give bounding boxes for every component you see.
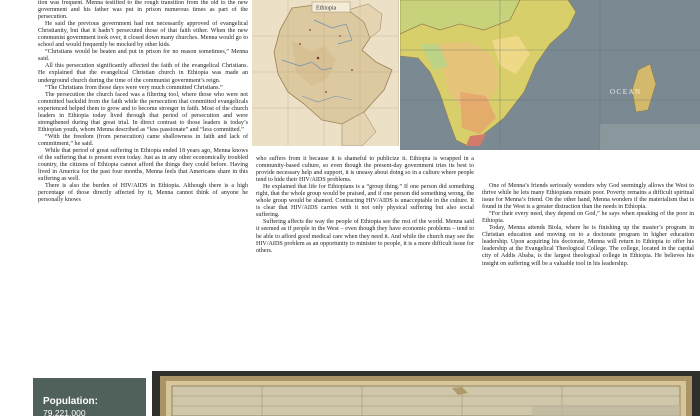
paragraph: who suffers from it because it is shameful to publicize it. Ethiopia is wrapped in a community-based culture, so even though the present-day government tries its best to provide necessary help and support, it is uneasy about doing so in a culture where people tend to hide their HIV/AIDS problems.	[256, 156, 474, 184]
paragraph: He said the previous government had not necessarily approved of evangelical Christianity, but that it hadn’t persecuted those of that faith either. When the new communist government took over, it closed down many churches. Menna would go to school and would frequently be mocked by other kids.	[38, 21, 248, 49]
africa-map	[400, 0, 700, 150]
ethiopia-map-graphic	[252, 0, 398, 146]
ethiopia-map-title: Ethiopia	[316, 5, 337, 12]
paragraph: “For their every need, they depend on God,” he says when speaking of the poor in Ethiopia.	[482, 211, 694, 225]
antique-map-graphic	[152, 371, 700, 416]
paragraph: Suffering affects the way the people of Ethiopia see the rest of the world. Menna said it seemed as if people in the West – even though they have economic problems – tend to be able to afford good medical care when they need it. And while the church may see the HIV/AIDS problem as an opportunity to minister to people, it is a more difficult issue for others.	[256, 219, 474, 254]
paragraph: “The Christians from those days were very much committed Christians.”	[45, 84, 223, 91]
paragraph: All this persecution significantly affected the faith of the evangelical Christians. He explained that the evangelical Christian church in Ethiopia was made an underground church during the time of the communist government’s reign.	[38, 63, 248, 84]
paragraph: Today, Menna attends Biola, where he is finishing up the master’s program in Christian education and moving on to a doctorate program in higher education leadership. Upon acquiring his doctorate, Menna will return to Ethiopia to offer his leadership at the Evangelical Theological College. The college, located in the capital city of Addis Ababa, is the largest theological college in Ethiopia. He believes his insight on suffering will be a valuable tool in his leadership.	[482, 225, 694, 267]
paragraph: He explained that life for Ethiopians is a “group thing.” If one person did something right, that the whole group would be praised, and if one person did something wrong, the whole group would be shamed. Contracting HIV/AIDS is unacceptable in the culture. It is clear that HIV/AIDS carries with it not only physical suffering but also social suffering.	[256, 184, 474, 219]
paragraph: One of Menna’s friends seriously wonders why God seemingly allows the West to thrive while he lets many Ethiopians remain poor. Poverty remains a difficult spiritual issue for Menna’s friend. On the other hand, Menna wonders if the materialism that is found in the West is a greater distraction than the needs in Ethiopia.	[482, 183, 694, 211]
article-column-2	[256, 156, 474, 255]
article-column-1	[38, 0, 248, 204]
ethiopia-map	[252, 0, 399, 146]
africa-map-ocean-label: OCEAN	[610, 88, 642, 96]
paragraph: tion was frequent. Menna testified to the rough transition from the old to the new government and his father was put in prison numerous times as part of the persecution.	[38, 0, 248, 21]
paragraph: “With the freedom (from persecution) came shallowness in faith and lack of commitment,” he said.	[38, 133, 248, 147]
antique-world-map	[152, 371, 700, 416]
paragraph: There is also the burden of HIV/AIDS in Ethiopia. Although there is a high percentage of those directly affected by it, Menna cannot think of anyone he personally knows	[38, 183, 248, 204]
population-label: Population:	[43, 396, 98, 407]
article-column-3	[482, 183, 694, 268]
paragraph: “Christians would be beaten and put in prison for no reason sometimes,” Menna said.	[38, 49, 248, 63]
africa-map-graphic	[400, 0, 700, 150]
paragraph: The persecution the church faced was a filtering tool, where those who were not committed backslid from the faith while the persecution that committed evangelicals experienced helped them to grow and to become stronger in faith. Most of the church leaders in Ethiopia today lived through that period of persecution and were strengthened during that great trial. In direct contrast to those leaders is today’s Ethiopian youth, whom Menna described as “less passionate” and “less committed.”	[38, 91, 248, 133]
paragraph: While that period of great suffering in Ethiopia ended 18 years ago, Menna knows of the suffering that is present even today. Just as in any other economically troubled country, the citizens of Ethiopia cannot afford the things they could before. Having lived in America for the past four months, Menna feels that Americans share in this suffering as well.	[38, 147, 248, 183]
population-value: 79,221,000	[43, 408, 86, 418]
